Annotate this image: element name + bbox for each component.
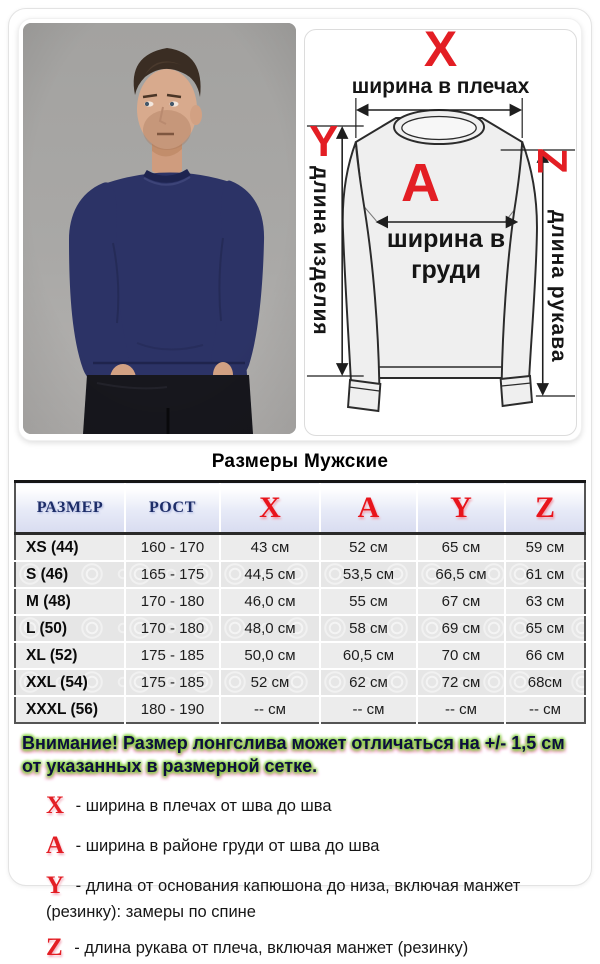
y-cell: 69 см — [417, 615, 505, 642]
diagram-z-label: длина рукава — [547, 210, 570, 363]
legend-list — [46, 789, 567, 964]
legend-item — [46, 931, 551, 964]
table-row — [15, 588, 585, 615]
size-guide-card — [8, 8, 592, 961]
legend-letter: A — [46, 831, 65, 859]
table-row — [15, 669, 585, 696]
height-cell: 170 - 180 — [125, 615, 220, 642]
legend-letter: Z — [46, 933, 63, 961]
col-header-size: РАЗМЕР — [15, 482, 125, 534]
height-cell: 180 - 190 — [125, 696, 220, 723]
z-cell: 61 см — [505, 561, 585, 588]
a-cell: -- см — [320, 696, 417, 723]
z-cell: 63 см — [505, 588, 585, 615]
legend-text: - ширина в плечах от шва до шва — [71, 796, 332, 815]
a-cell: 53,5 см — [320, 561, 417, 588]
height-cell: 175 - 185 — [125, 642, 220, 669]
height-cell: 175 - 185 — [125, 669, 220, 696]
legend-text: - длина рукава от плеча, включая манжет (резинку) — [69, 938, 469, 957]
a-cell: 58 см — [320, 615, 417, 642]
x-cell: 44,5 см — [220, 561, 320, 588]
z-cell: -- см — [505, 696, 585, 723]
height-cell: 160 - 170 — [125, 534, 220, 562]
col-header-z: Z — [505, 482, 585, 534]
a-cell: 62 см — [320, 669, 417, 696]
man-photo-illustration — [23, 23, 296, 434]
col-header-a: A — [320, 482, 417, 534]
diagram-y-label: длина изделия — [309, 166, 332, 336]
x-cell: 48,0 см — [220, 615, 320, 642]
a-cell: 60,5 см — [320, 642, 417, 669]
z-cell: 65 см — [505, 615, 585, 642]
height-cell: 165 - 175 — [125, 561, 220, 588]
size-cell: XS (44) — [15, 534, 125, 562]
top-section — [18, 18, 582, 441]
legend-item — [46, 829, 551, 862]
size-table — [14, 480, 586, 724]
size-cell: XXL (54) — [15, 669, 125, 696]
a-cell: 55 см — [320, 588, 417, 615]
warning-note: Внимание! Размер лонгслива может отличаться на +/- 1,5 см от указанных в размерной сетке. — [22, 733, 565, 777]
z-cell: 66 см — [505, 642, 585, 669]
diagram-z-letter: Z — [529, 148, 576, 174]
y-cell: 67 см — [417, 588, 505, 615]
x-cell: -- см — [220, 696, 320, 723]
x-cell: 50,0 см — [220, 642, 320, 669]
page-title: Размеры Мужские — [211, 451, 389, 472]
size-cell: L (50) — [15, 615, 125, 642]
size-cell: XXXL (56) — [15, 696, 125, 723]
col-header-height: РОСТ — [125, 482, 220, 534]
legend-item — [46, 789, 551, 822]
size-cell: XL (52) — [15, 642, 125, 669]
table-row — [15, 642, 585, 669]
legend-letter: X — [46, 791, 65, 819]
z-cell: 59 см — [505, 534, 585, 562]
table-row — [15, 534, 585, 562]
table-row — [15, 615, 585, 642]
table-row — [15, 561, 585, 588]
x-cell: 43 см — [220, 534, 320, 562]
a-cell: 52 см — [320, 534, 417, 562]
size-cell: S (46) — [15, 561, 125, 588]
diagram-a-label: ширина в груди — [386, 225, 506, 284]
z-cell: 68см — [505, 669, 585, 696]
size-guide-page — [0, 8, 600, 961]
col-header-y: Y — [417, 482, 505, 534]
diagram-y-letter: Y — [309, 117, 339, 166]
y-cell: -- см — [417, 696, 505, 723]
col-header-x: X — [220, 482, 320, 534]
measurement-diagram — [304, 29, 577, 436]
diagram-x-label: ширина в плечах — [351, 75, 530, 98]
x-cell: 46,0 см — [220, 588, 320, 615]
diagram-x-letter: X — [423, 29, 458, 77]
legend-letter: Y — [46, 871, 65, 899]
y-cell: 72 см — [417, 669, 505, 696]
legend-text: - длина от основания капюшона до низа, включая манжет (резинку): замеры по спине — [46, 876, 521, 921]
legend-text: - ширина в районе груди от шва до шва — [71, 836, 380, 855]
y-cell: 65 см — [417, 534, 505, 562]
diagram-a-letter: A — [401, 153, 440, 213]
table-row — [15, 696, 585, 723]
photo-vignette — [23, 23, 296, 434]
legend-item — [46, 869, 551, 924]
size-table-header-row — [15, 482, 585, 534]
size-table-body — [15, 534, 585, 724]
x-cell: 52 см — [220, 669, 320, 696]
y-cell: 70 см — [417, 642, 505, 669]
height-cell: 170 - 180 — [125, 588, 220, 615]
size-cell: M (48) — [15, 588, 125, 615]
product-photo — [23, 23, 296, 434]
y-cell: 66,5 см — [417, 561, 505, 588]
